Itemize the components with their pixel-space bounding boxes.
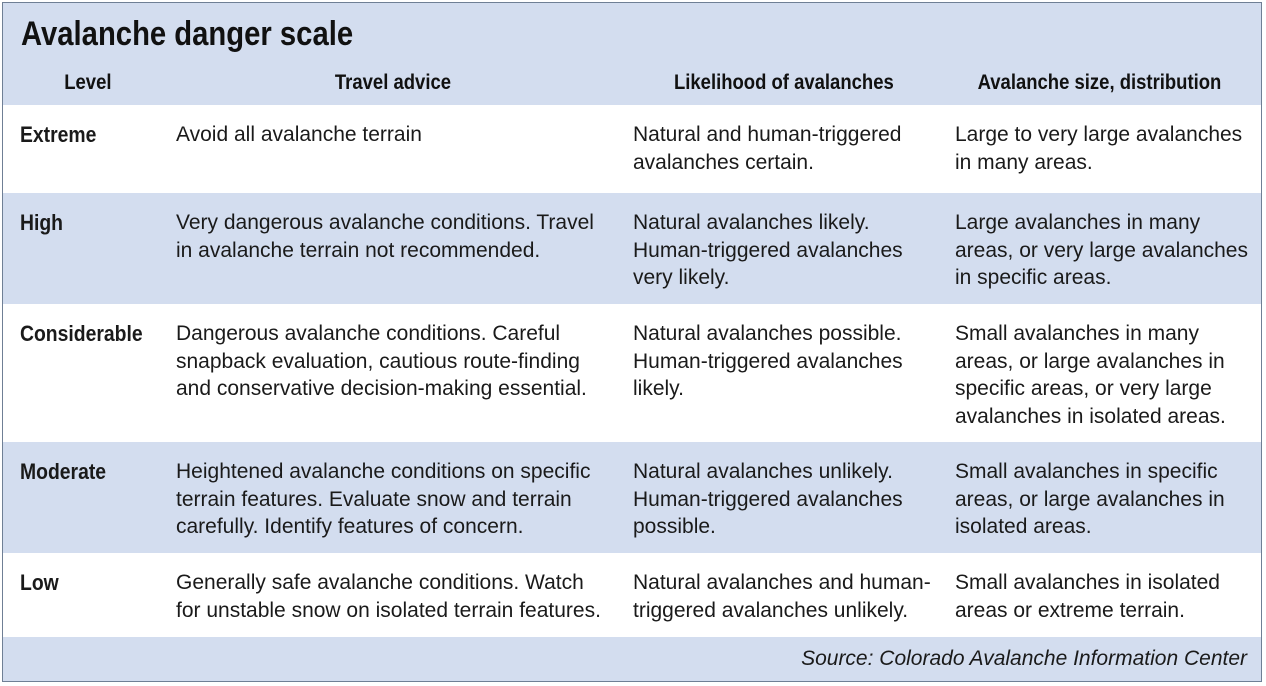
header-likelihood: Likelihood of avalanches: [673, 71, 894, 94]
header-size-distribution: Avalanche size, distribution: [977, 71, 1222, 94]
travel-advice-cell: Avoid all avalanche terrain: [176, 123, 422, 146]
table-row: [3, 193, 1261, 304]
travel-advice-cell: Heightened avalanche conditions on specific terrain features. Evaluate snow and terrain carefully. Identify features of concern.: [176, 460, 591, 538]
table-row: [3, 304, 1261, 442]
level-label: Moderate: [20, 459, 107, 484]
source-credit: Source: Colorado Avalanche Information Center: [801, 647, 1247, 670]
table-row: [3, 442, 1261, 553]
travel-advice-cell: Dangerous avalanche conditions. Careful snapback evaluation, cautious route-finding and conservative decision-making essential.: [176, 322, 587, 400]
likelihood-cell: Natural avalanches possible. Human-triggered avalanches likely.: [633, 322, 903, 400]
page-title: Avalanche danger scale: [21, 15, 354, 53]
travel-advice-cell: Generally safe avalanche conditions. Watch for unstable snow on isolated terrain features.: [176, 571, 601, 622]
table-row: [3, 553, 1261, 637]
likelihood-cell: Natural avalanches unlikely. Human-triggered avalanches possible.: [633, 460, 903, 538]
table-row: [3, 105, 1261, 193]
level-label: Low: [20, 570, 59, 595]
level-label: Considerable: [20, 321, 143, 346]
likelihood-cell: Natural avalanches likely. Human-triggered avalanches very likely.: [633, 211, 903, 289]
size-cell: Large to very large avalanches in many areas.: [955, 123, 1243, 174]
travel-advice-cell: Very dangerous avalanche conditions. Travel in avalanche terrain not recommended.: [176, 211, 594, 262]
likelihood-cell: Natural avalanches and human- triggered avalanches unlikely.: [633, 571, 931, 622]
size-cell: Small avalanches in specific areas, or large avalanches in isolated areas.: [955, 460, 1225, 538]
level-label: Extreme: [20, 122, 97, 147]
likelihood-cell: Natural and human-triggered avalanches certain.: [633, 123, 902, 174]
header-level: Level: [64, 71, 112, 94]
size-cell: Large avalanches in many areas, or very large avalanches in specific areas.: [955, 211, 1248, 289]
header-travel-advice: Travel advice: [334, 71, 452, 94]
size-cell: Small avalanches in isolated areas or extreme terrain.: [955, 571, 1220, 622]
level-label: High: [20, 210, 64, 235]
size-cell: Small avalanches in many areas, or large avalanches in specific areas, or very large avalanches in isolated areas.: [955, 322, 1226, 428]
danger-scale-table: [2, 2, 1262, 682]
